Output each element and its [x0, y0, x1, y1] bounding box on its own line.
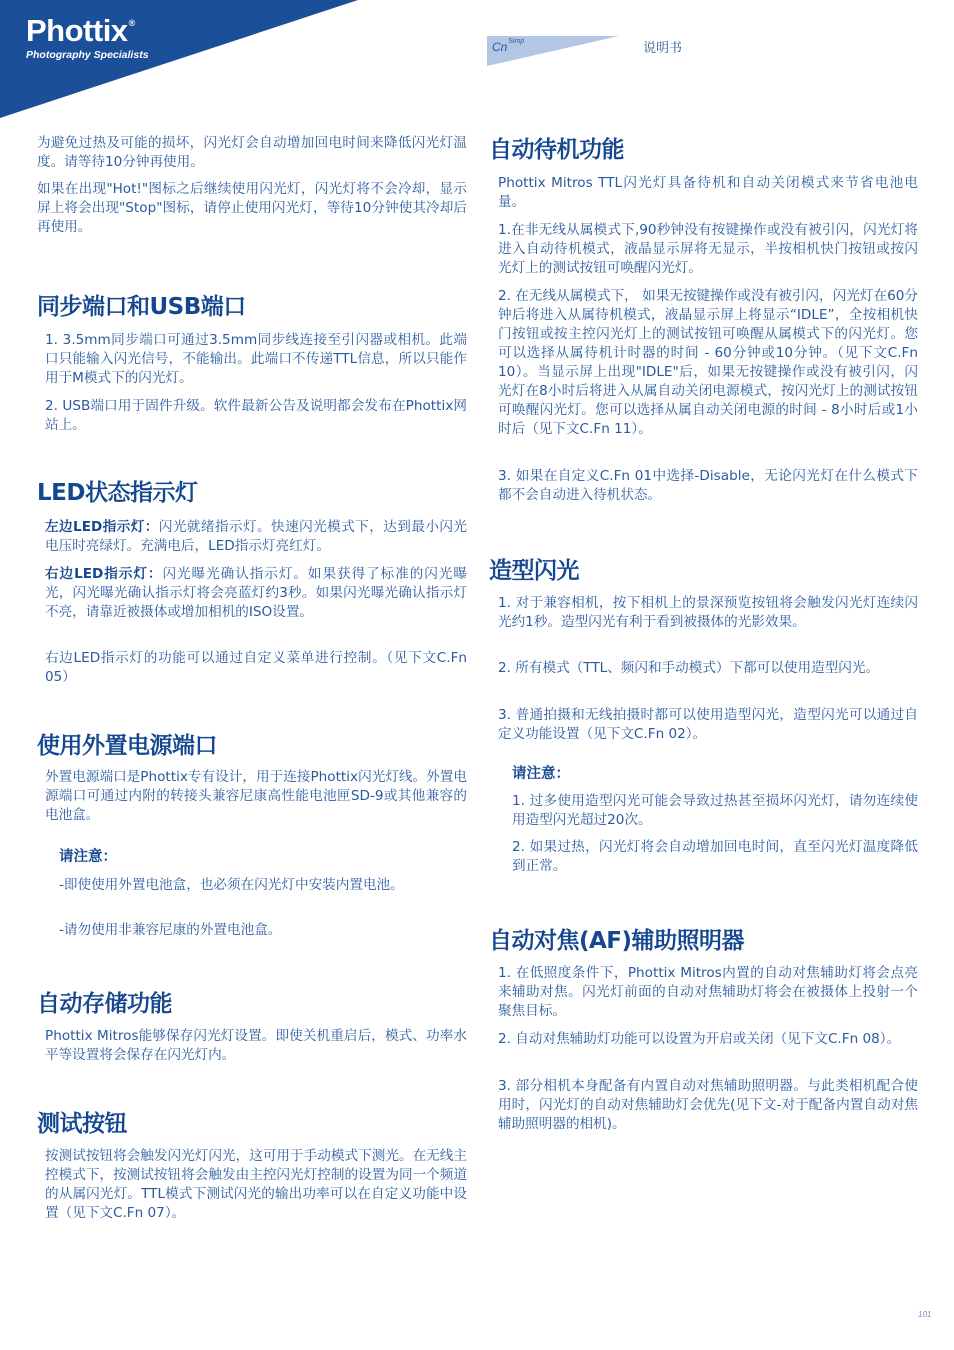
brand-tagline: Photography Specialists: [26, 49, 149, 61]
language-variant: Simp: [508, 38, 525, 45]
language-tab: [487, 36, 619, 66]
led-right-paragraph: [45, 565, 467, 622]
intro-paragraph-2: 如果在出现"Hot!"图标之后继续使用闪光灯，闪光灯将不会冷却，显示屏上将会出现"Stop"图标，请停止使用闪光灯，等待10分钟使其冷却后再使用。: [37, 181, 467, 235]
section-title-power-port: 使用外置电源端口: [37, 733, 217, 759]
modeling-note-2: 2. 如果过热，闪光灯将会自动增加回电时间，直至闪光灯温度降低到正常。: [512, 839, 918, 874]
section-title-af-assist: 自动对焦(AF)辅助照明器: [489, 928, 745, 954]
standby-paragraph-1: 1.在非无线从属模式下,90秒钟没有按键操作或没有被引闪，闪光灯将进入自动待机模式，液晶显示屏将无显示，半按相机快门按钮或按闪光灯上的测试按钮可唤醒闪光灯。: [498, 222, 918, 276]
power-paragraph-1: 外置电源端口是Phottix专有设计，用于连接Phottix闪光灯线。外置电源端口可通过内附的转接头兼容尼康高性能电池匣SD-9或其他兼容的电池盒。: [45, 769, 467, 823]
power-note-2: -请勿使用非兼容尼康的外置电池盒。: [59, 922, 282, 938]
led-right-text: 闪光曝光确认指示灯。如果获得了标准的闪光曝光，闪光曝光确认指示灯将会亮蓝灯约3秒。如果闪光曝光确认指示灯不亮，请靠近被摄体或增加相机的ISO设置。: [45, 566, 467, 620]
standby-paragraph-2: 2. 在无线从属模式下， 如果无按键操作或没有被引闪，闪光灯在60分钟后将进入从属待机模式，液晶显示屏上将显示“IDLE”，全按相机快门按钮或按主控闪光灯上的测试按钮可唤醒从属模式下的闪光灯。您可以选择从属待机计时器的时间 - 60分钟或10分钟。（见下文C.Fn 10）。当显示屏上出现"IDLE"后，如果无按键操作或没有被引闪，闪光灯在8小时后将进入从属自动关闭电源模式，按闪光灯上的测试按钮可唤醒闪光灯。您可以选择从属自动关闭电源的时间 - 8小时后或1小时后（见下文C.Fn 11）。: [498, 288, 918, 437]
standby-paragraph-0: Phottix Mitros TTL闪光灯具备待机和自动关闭模式来节省电池电量。: [498, 175, 918, 210]
modeling-paragraph-2: 2. 所有模式（TTL、频闪和手动模式）下都可以使用造型闪光。: [498, 660, 880, 676]
power-note-label: 请注意：: [59, 849, 117, 865]
led-left-text: 闪光就绪指示灯。快速闪光模式下，达到最小闪光电压时亮绿灯。充满电后，LED指示灯亮红灯。: [45, 519, 468, 554]
header-band: [0, 0, 954, 120]
brand-name: Phottix: [26, 13, 128, 48]
memory-paragraph-1: Phottix Mitros能够保存闪光灯设置。即使关机重启后，模式、功率水平等设置将会保存在闪光灯内。: [45, 1028, 467, 1063]
af-paragraph-3: 3. 部分相机本身配备有内置自动对焦辅助照明器。与此类相机配合使用时，闪光灯的自动对焦辅助灯会优先(见下文-对于配备内置自动对焦辅助照明器的相机)。: [498, 1078, 918, 1132]
modeling-paragraph-1: 1. 对于兼容相机，按下相机上的景深预览按钮将会触发闪光灯连续闪光约1秒。造型闪光有利于看到被摄体的光影效果。: [498, 595, 918, 630]
test-paragraph-1: 按测试按钮将会触发闪光灯闪光，这可用于手动模式下测光。在无线主控模式下，按测试按钮将会触发由主控闪光灯控制的设置为同一个频道的从属闪光灯。TTL模式下测试闪光的输出功率可以在自定义功能中设置（见下文C.Fn 07）。: [45, 1148, 467, 1221]
modeling-note-label: 请注意：: [512, 766, 570, 782]
page-number: 101: [918, 1310, 932, 1319]
led-left-paragraph: [45, 518, 467, 556]
power-note-1: -即使使用外置电池盒，也必须在闪光灯中安装内置电池。: [59, 877, 404, 893]
standby-paragraph-3: 3. 如果在自定义C.Fn 01中选择-Disable，无论闪光灯在什么模式下都不会自动进入待机状态。: [498, 468, 918, 503]
led-paragraph-3: 右边LED指示灯的功能可以通过自定义菜单进行控制。（见下文C.Fn 05）: [45, 650, 467, 685]
led-right-label: 右边LED指示灯：: [45, 566, 163, 582]
led-left-label: 左边LED指示灯：: [45, 519, 159, 535]
section-title-auto-standby: 自动待机功能: [489, 137, 624, 163]
modeling-note-1: 1. 过多使用造型闪光可能会导致过热甚至损坏闪光灯，请勿连续使用造型闪光超过20次。: [512, 793, 918, 828]
section-title-led: LED状态指示灯: [37, 480, 198, 506]
sync-paragraph-1: 1. 3.5mm同步端口可通过3.5mm同步线连接至引闪器或相机。此端口只能输入闪光信号，不能输出。此端口不传递TTL信息，所以只能作用于M模式下的闪光灯。: [45, 332, 467, 386]
af-paragraph-1: 1. 在低照度条件下，Phottix Mitros内置的自动对焦辅助灯将会点亮来辅助对焦。闪光灯前面的自动对焦辅助灯将会在被摄体上投射一个聚焦目标。: [498, 965, 918, 1019]
language-code: $Cn^{Simp}$: [492, 38, 525, 54]
section-title-auto-memory: 自动存储功能: [37, 991, 172, 1017]
intro-paragraph-1: 为避免过热及可能的损坏，闪光灯会自动增加回电时间来降低闪光灯温度。请等待10分钟再使用。: [37, 135, 467, 170]
section-title-test-button: 测试按钮: [37, 1111, 127, 1137]
brand-logo: [26, 14, 149, 61]
section-title-modeling-flash: 造型闪光: [489, 558, 579, 584]
document-label: 说明书: [643, 41, 683, 56]
section-title-sync-usb: 同步端口和USB端口: [37, 294, 246, 320]
registered-mark: ®: [128, 18, 135, 28]
af-paragraph-2: 2. 自动对焦辅助灯功能可以设置为开启或关闭（见下文C.Fn 08）。: [498, 1031, 901, 1047]
modeling-paragraph-3: 3. 普通拍摄和无线拍摄时都可以使用造型闪光，造型闪光可以通过自定义功能设置（见下文C.Fn 02）。: [498, 707, 918, 742]
sync-paragraph-2: 2. USB端口用于固件升级。软件最新公告及说明都会发布在Phottix网站上。: [45, 398, 467, 433]
